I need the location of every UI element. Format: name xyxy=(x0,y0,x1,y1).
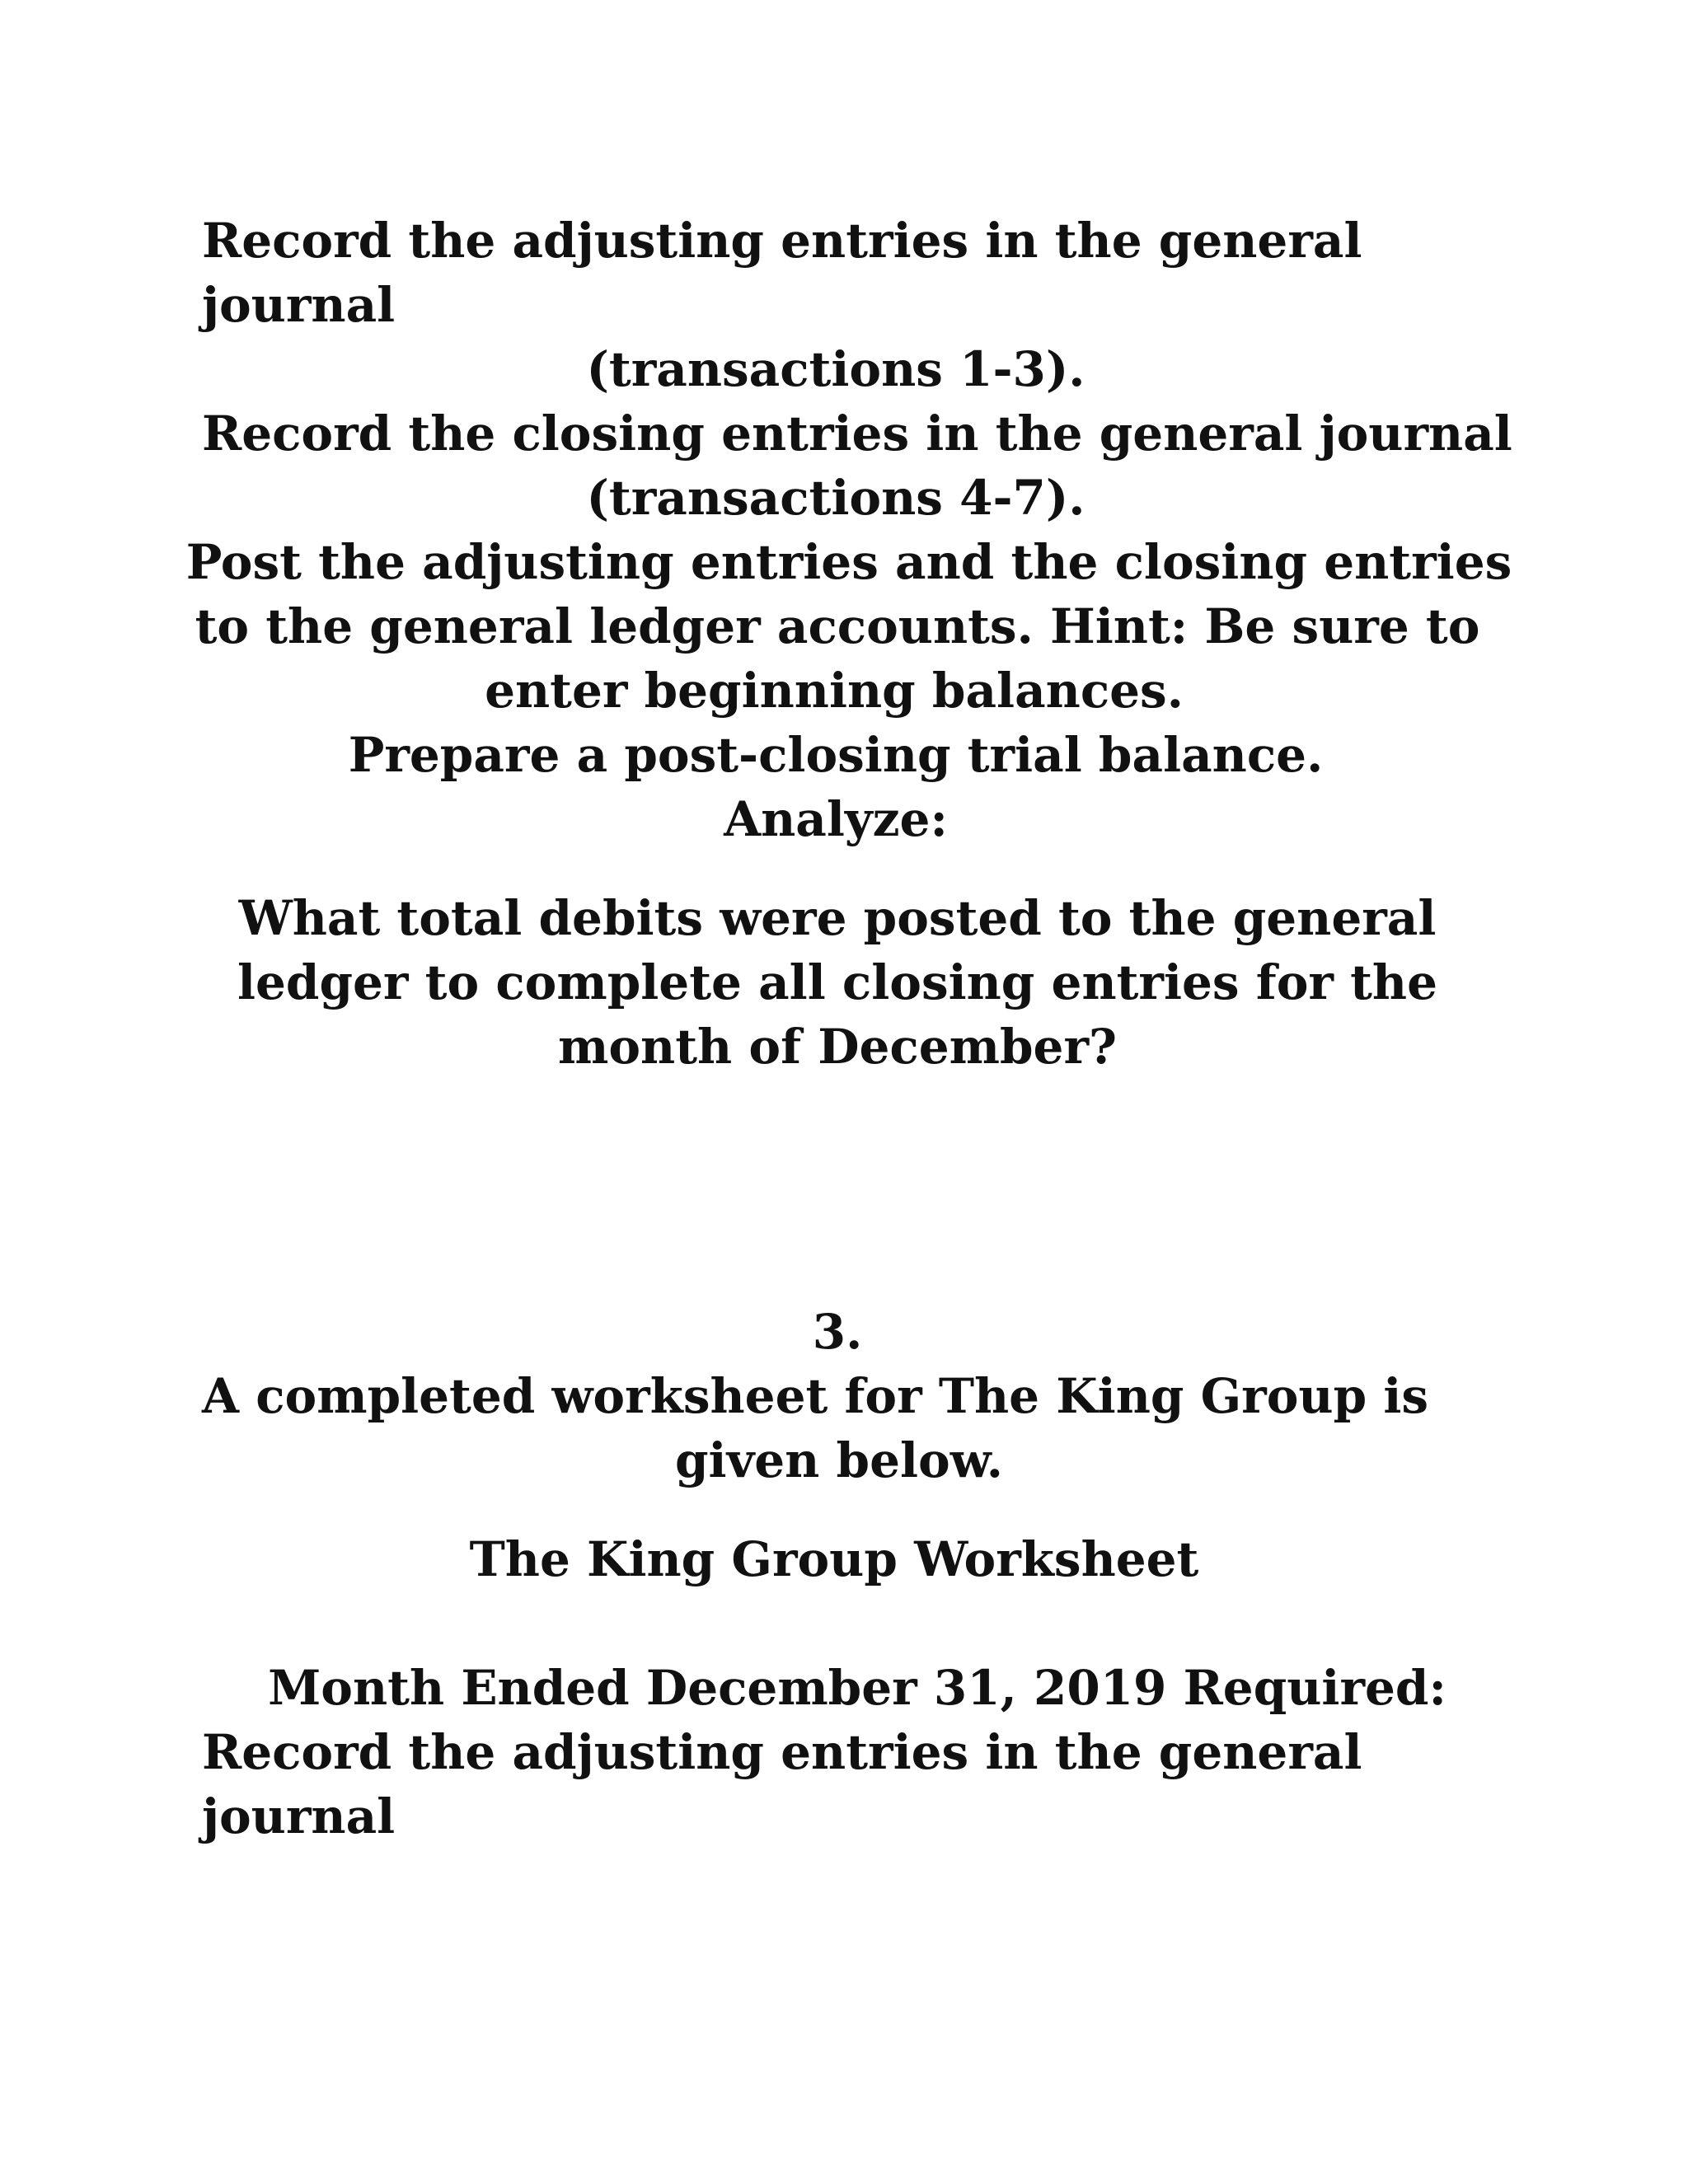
instruction-line: (transactions 1-3). xyxy=(586,341,1085,397)
problem-number: 3. xyxy=(812,1304,863,1360)
problem-intro-line: given below. xyxy=(674,1432,1003,1488)
instruction-line: Prepare a post-closing trial balance. xyxy=(348,727,1324,783)
question-line: What total debits were posted to the general xyxy=(238,890,1437,946)
instruction-line: Record the closing entries in the general journal xyxy=(202,405,1512,462)
problem-intro-line: A completed worksheet for The King Group is xyxy=(202,1368,1429,1424)
requirement-line: journal xyxy=(202,1788,396,1844)
instruction-line: Post the adjusting entries and the closing entries xyxy=(185,534,1512,590)
instruction-line: journal xyxy=(202,277,396,333)
instruction-line: Record the adjusting entries in the general xyxy=(202,213,1362,269)
analyze-heading: Analyze: xyxy=(724,791,948,847)
question-line: month of December? xyxy=(558,1019,1117,1075)
worksheet-period: Month Ended December 31, 2019 Required: xyxy=(268,1660,1447,1716)
instruction-line: (transactions 4-7). xyxy=(586,470,1085,526)
question-line: ledger to complete all closing entries for the xyxy=(237,954,1438,1010)
worksheet-title: The King Group Worksheet xyxy=(469,1531,1199,1587)
instruction-line: enter beginning balances. xyxy=(485,663,1184,719)
instruction-line: to the general ledger accounts. Hint: Be sure to xyxy=(195,598,1480,654)
requirement-line: Record the adjusting entries in the general xyxy=(202,1724,1362,1780)
